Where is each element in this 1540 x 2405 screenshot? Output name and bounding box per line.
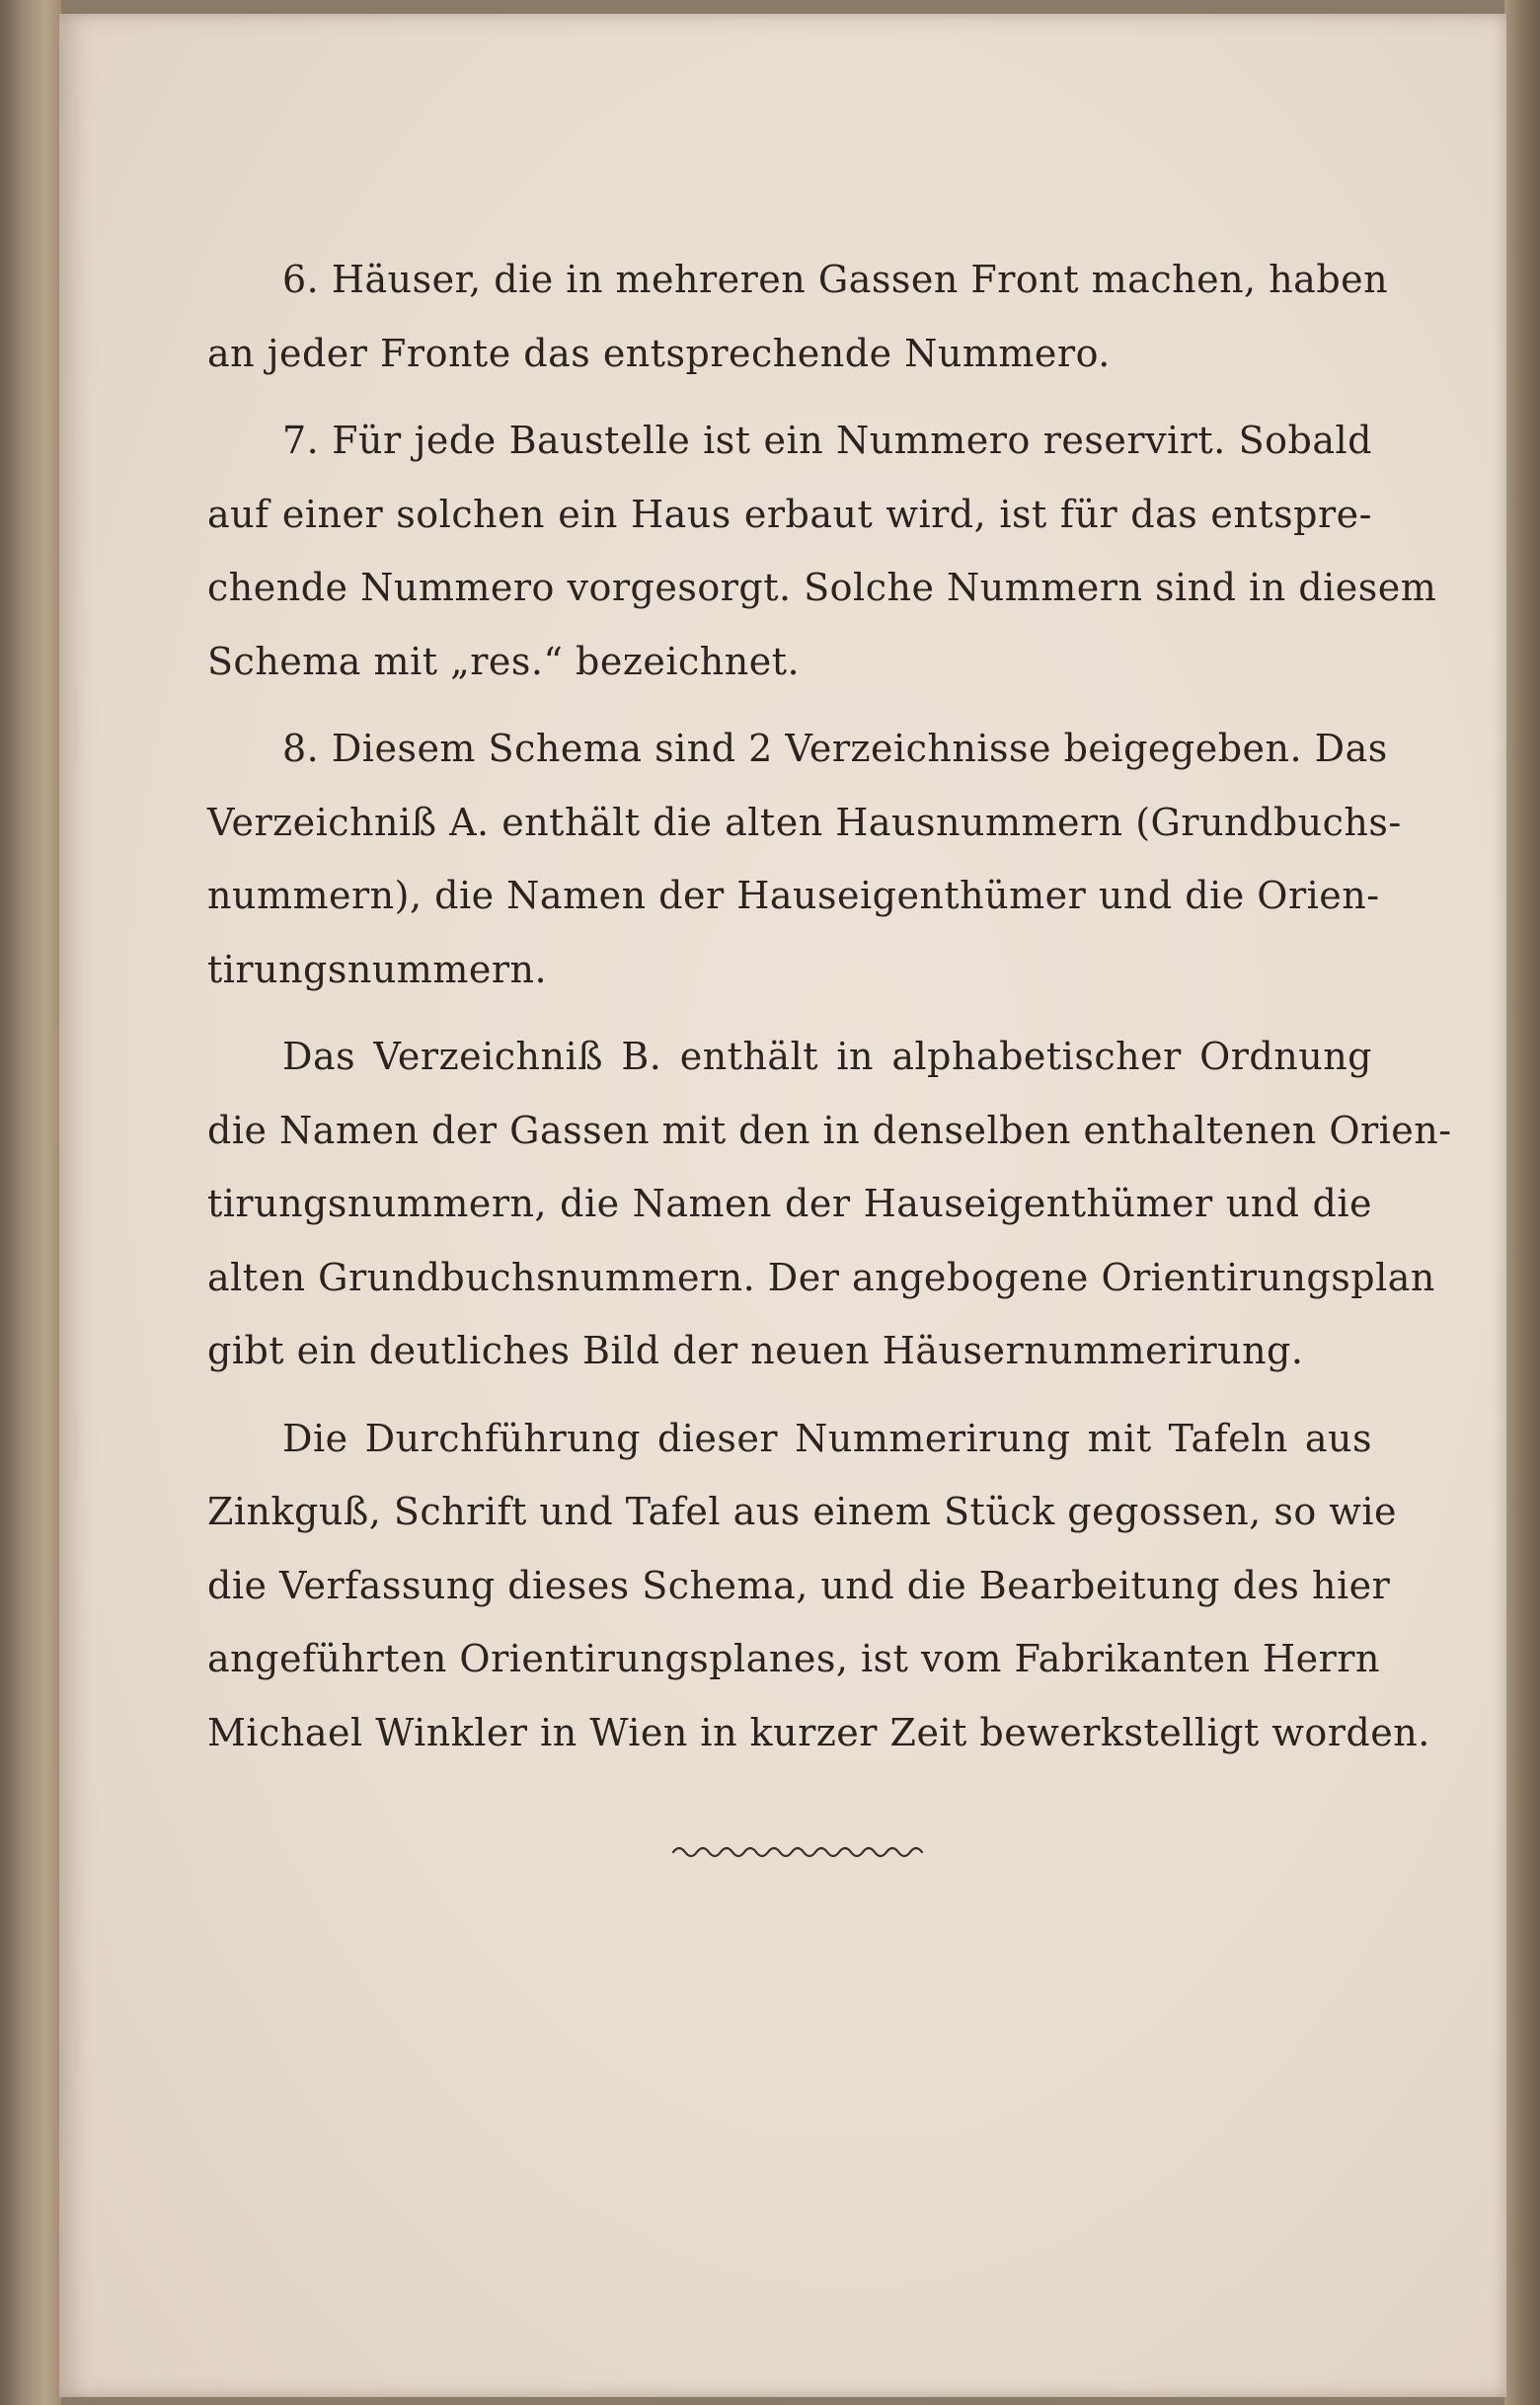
body-text	[207, 243, 1452, 1783]
text-line: 6. Häuser, die in mehreren Gassen Front machen, haben	[282, 258, 1389, 301]
text-line: 8. Diesem Schema sind 2 Verzeichnisse beigegeben. Das	[282, 727, 1388, 770]
paragraph-8	[207, 712, 1402, 1006]
text-line: die Verfassung dieses Schema, und die Bearbeitung des hier	[207, 1563, 1391, 1607]
text-line: Schema mit „res.“ bezeichnet.	[207, 639, 801, 683]
text-line: chende Nummero vorgesorgt. Solche Nummern sind in diesem	[207, 566, 1437, 609]
text-line: Michael Winkler in Wien in kurzer Zeit bewerkstelligt worden.	[207, 1710, 1430, 1754]
text-line: an jeder Fronte das entsprechende Nummero.	[207, 331, 1111, 375]
paragraph-durchfuehrung	[207, 1402, 1430, 1770]
text-line: alten Grundbuchsnummern. Der angebogene Orientirungsplan	[207, 1255, 1435, 1299]
paragraph-6	[207, 243, 1389, 390]
left-binding	[0, 0, 61, 2405]
text-line: Das Verzeichniß B. enthält in alphabetischer Ordnung	[282, 1035, 1372, 1078]
text-line: angeführten Orientirungsplanes, ist vom Fabrikanten Herrn	[207, 1637, 1380, 1680]
book-page	[59, 14, 1506, 2397]
text-line: Verzeichniß A. enthält die alten Hausnummern (Grundbuchs-	[207, 800, 1402, 844]
wavy-divider-ornament	[671, 1838, 928, 1862]
text-line: 7. Für jede Baustelle ist ein Nummero reservirt. Sobald	[282, 419, 1372, 462]
text-line: die Namen der Gassen mit den in denselben enthaltenen Orien-	[207, 1108, 1452, 1152]
text-line: auf einer solchen ein Haus erbaut wird, ist für das entspre-	[207, 492, 1372, 536]
text-line: nummern), die Namen der Hauseigenthümer und die Orien-	[207, 874, 1380, 917]
text-line: Die Durchführung dieser Nummerirung mit Tafeln aus	[282, 1416, 1372, 1460]
text-line: Zinkguß, Schrift und Tafel aus einem Stück gegossen, so wie	[207, 1490, 1397, 1533]
paragraph-verzeichnis-b	[207, 1020, 1452, 1388]
right-cover-edge	[1504, 0, 1540, 2405]
text-line: tirungsnummern, die Namen der Hauseigenthümer und die	[207, 1182, 1372, 1225]
text-line: tirungsnummern.	[207, 947, 548, 991]
text-line: gibt ein deutliches Bild der neuen Häusernummerirung.	[207, 1329, 1304, 1372]
paragraph-7	[207, 404, 1437, 698]
